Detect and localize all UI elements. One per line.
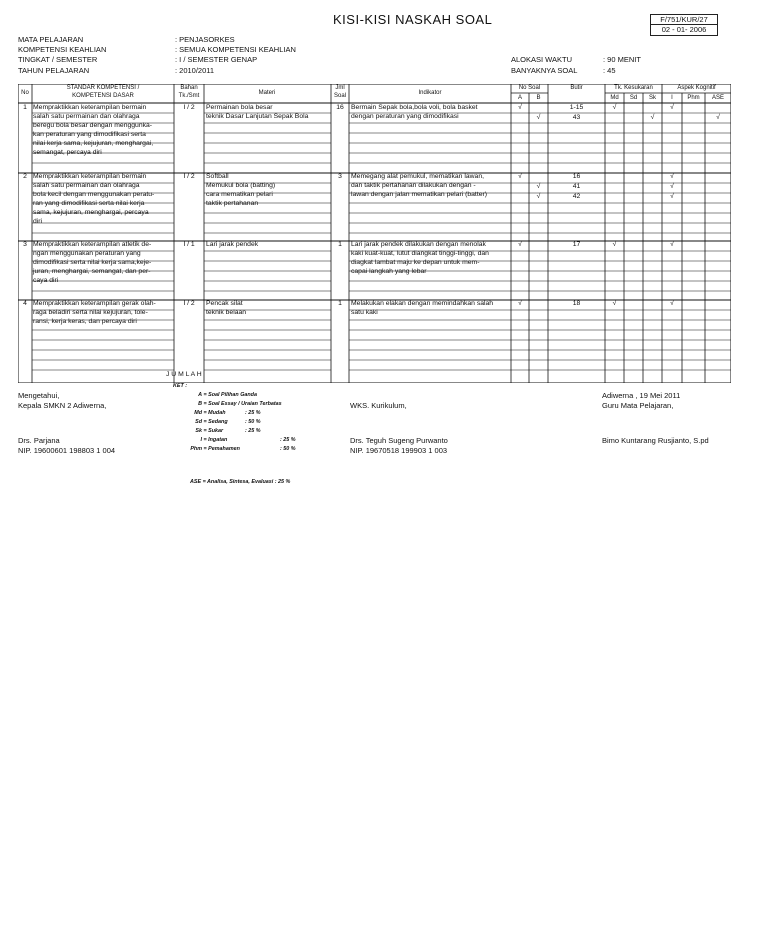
key-code: A: [198, 392, 202, 398]
header-no-soal: No Soal: [518, 85, 541, 91]
cell-md: √: [612, 104, 617, 111]
header-materi: Materi: [258, 90, 276, 96]
meta-value: : 45: [603, 66, 616, 75]
standar-line: diri: [33, 218, 43, 225]
cell-a: √: [518, 104, 522, 111]
header-b: B: [536, 95, 541, 101]
indikator-line: dan taktik pertahanan dilakukan dengan -: [351, 182, 476, 189]
key-code: Phm: [190, 446, 202, 452]
sign-line: Adiwerna , 19 Mei 2011: [602, 391, 681, 400]
key-code: Md: [194, 410, 202, 416]
header-butir: Butir: [570, 85, 583, 91]
meta-label: TINGKAT / SEMESTER: [18, 55, 98, 64]
sign-name: Bimo Kuntarang Rusjianto, S.pd: [602, 436, 709, 445]
section-no: 1: [23, 104, 27, 111]
header-sk: Sk: [648, 95, 656, 101]
key-title: KET :: [173, 383, 188, 389]
form-date: 02 - 01- 2006: [661, 25, 707, 34]
header-a: A: [517, 95, 522, 101]
key-percent: : 25 %: [245, 428, 261, 434]
cell-ase: √: [716, 114, 720, 121]
jumlah-label: J U M L A H: [166, 371, 202, 378]
page-title: KISI-KISI NASKAH SOAL: [333, 12, 493, 27]
header-bahan: Bahan Tk./Smt: [178, 85, 200, 99]
materi-line: Permainan bola besar: [206, 104, 273, 111]
cell-butir: 18: [572, 300, 581, 307]
section-no: 2: [23, 173, 27, 180]
meta-label: TAHUN PELAJARAN: [18, 66, 90, 75]
bahan-value: I / 1: [183, 241, 195, 248]
indikator-line: lawan dengan jalan mematikan pelari (batter): [351, 191, 488, 198]
kisi-kisi-table: [18, 84, 731, 383]
standar-line: Mempraktikkan keterampilan bermain: [33, 173, 147, 180]
key-item: [188, 437, 328, 443]
standar-line: ngan menggunakan peraturan yang: [33, 250, 141, 257]
cell-butir: 43: [572, 114, 581, 121]
header-md: Md: [610, 95, 619, 101]
cell-b: √: [536, 193, 541, 200]
standar-line: nilai kerja sama, kejujuran, menghargai,: [33, 140, 154, 147]
standar-line: Mempraktikkan keterampilan atletik de-: [33, 241, 152, 248]
cell-a: √: [518, 173, 522, 180]
bahan-value: I / 2: [183, 300, 195, 307]
header-ase: ASE: [711, 95, 724, 101]
header-tk-kesukaran: Tk. Kesukaran: [614, 85, 653, 91]
cell-butir: 41: [572, 183, 581, 190]
cell-i: √: [670, 104, 674, 111]
materi-line: Pencak silat: [206, 300, 243, 307]
standar-line: ransi, kerja keras, dan percaya diri: [33, 318, 137, 325]
key-percent: : 50 %: [245, 419, 261, 425]
standar-line: dimodifikasi serta nilai kerja sama,keje-: [33, 259, 152, 266]
cell-md: √: [612, 241, 617, 248]
standar-line: salah satu permainan dan olahraga: [33, 182, 140, 189]
bahan-value: I / 2: [183, 173, 195, 180]
standar-line: caya diri: [33, 277, 59, 284]
standar-line: beregu bola besar dengan menggunka-: [33, 122, 153, 129]
key-item: [188, 428, 328, 434]
cell-butir: 16: [572, 173, 581, 180]
bahan-value: I / 2: [183, 104, 195, 111]
meta-value: : 90 MENIT: [603, 55, 641, 64]
meta-value: : SEMUA KOMPETENSI KEAHLIAN: [175, 45, 296, 54]
key-desc: = Sedang: [203, 419, 228, 425]
indikator-line: Bermain Sepak bola,bola voli, bola basket: [351, 104, 478, 111]
materi-line: Lari jarak pendek: [206, 241, 259, 248]
indikator-line: kaki kuat-kuat, lutut diangkat tinggi-tinggi, dan: [351, 250, 489, 257]
key-item: [188, 410, 328, 416]
meta-label: ALOKASI WAKTU: [511, 55, 572, 64]
materi-line: Memukul bola (batting): [206, 182, 276, 189]
sign-line: Guru Mata Pelajaran,: [602, 401, 674, 410]
cell-i: √: [670, 241, 674, 248]
cell-i: √: [670, 173, 674, 180]
sign-line: WKS. Kurikulum,: [350, 401, 407, 410]
key-desc: = Pemahamen: [203, 446, 240, 452]
cell-a: √: [518, 241, 522, 248]
sign-line: Mengetahui,: [18, 391, 60, 400]
header-jml: Jml Soal: [333, 85, 346, 99]
key-percent: : 25 %: [245, 410, 261, 416]
key-desc: = Ingatan: [203, 437, 228, 443]
indikator-line: diagkat lambat maju ke depan untuk mem-: [351, 259, 480, 266]
key-item: [188, 446, 328, 452]
key-code: I: [200, 437, 202, 443]
cell-i: √: [670, 300, 674, 307]
materi-line: cara mematikan pelari: [206, 191, 273, 198]
form-code: F/751/KUR/27: [651, 15, 717, 25]
indikator-line: satu kaki: [351, 309, 378, 316]
meta-label: MATA PELAJARAN: [18, 35, 84, 44]
standar-line: Mempraktikkan keterampilan bermain: [33, 104, 147, 111]
standar-line: sama, kejujuran, menghargai, percaya: [33, 209, 149, 216]
key-item: [188, 419, 328, 425]
sign-nip: NIP. 19600601 198803 1 004: [18, 446, 116, 455]
key-code: Sd: [195, 419, 202, 425]
key-code: Sk: [195, 428, 202, 434]
standar-line: salah satu permainan dan olahraga: [33, 113, 140, 120]
cell-a: √: [518, 300, 522, 307]
key-desc: = Mudah: [203, 410, 226, 416]
standar-line: kan peraturan yang dimodifikasi serta: [33, 131, 146, 138]
meta-label: BANYAKNYA SOAL: [511, 66, 578, 75]
materi-line: Softball: [206, 173, 229, 180]
indikator-line: capai langkah yang lebar: [351, 268, 427, 275]
cell-b: √: [536, 183, 541, 190]
header-sd: Sd: [629, 95, 638, 101]
sign-name: Drs. Teguh Sugeng Purwanto: [350, 436, 448, 445]
header-i: I: [671, 95, 673, 101]
cell-i: √: [670, 193, 674, 200]
cell-butir: 17: [572, 241, 581, 248]
standar-line: ran yang dimodifikasi serta nilai kerja: [33, 200, 145, 207]
form-code-box: [650, 14, 718, 36]
indikator-line: dengan peraturan yang dimodifikasi: [351, 113, 459, 120]
key-desc: = Soal Essay / Uraian Terbatas: [203, 401, 282, 407]
meta-value: : I / SEMESTER GENAP: [175, 55, 258, 64]
meta-value: : PENJASORKES: [175, 35, 235, 44]
materi-line: teknik belaan: [206, 309, 247, 316]
sign-name: Drs. Parjana: [18, 436, 60, 445]
indikator-line: Lari jarak pendek dilakukan dengan menolak: [351, 241, 486, 248]
meta-value: : 2010/2011: [175, 66, 215, 75]
standar-line: juran, menghargai, semangat, dan per-: [33, 268, 151, 275]
materi-line: teknik Dasar Lanjutan Sepak Bola: [206, 113, 309, 120]
key-ase: ASE = Analisa, Sintesa, Evaluasi : 25 %: [190, 479, 291, 485]
jml-soal: 1: [338, 241, 342, 248]
section-no: 3: [23, 241, 27, 248]
key-percent: : 50 %: [280, 446, 296, 452]
key-code: B: [198, 401, 202, 407]
key-percent: : 25 %: [280, 437, 296, 443]
cell-b: √: [536, 114, 541, 121]
standar-line: semangat, percaya diri: [33, 149, 102, 156]
materi-line: taktik pertahanan: [206, 200, 259, 207]
cell-butir: 42: [572, 193, 581, 200]
key-item: [188, 392, 328, 398]
jml-soal: 16: [336, 104, 344, 111]
jml-soal: 3: [338, 173, 342, 180]
key-item: [188, 401, 328, 407]
key-desc: = Soal Pilihan Ganda: [203, 392, 257, 398]
header-standar: STANDAR KOMPETENSI / KOMPETENSI DASAR: [66, 85, 140, 99]
standar-line: Mempraktikkan keterampilan gerak olah-: [33, 300, 156, 307]
cell-i: √: [670, 183, 674, 190]
header-aspek-kognitif: Aspek Kognitif: [677, 85, 716, 91]
section-no: 4: [23, 300, 27, 307]
indikator-line: Melakukan elakan dengan memindahkan salah: [351, 300, 494, 307]
indikator-line: Memegang alat pemukul, mematikan lawan,: [351, 173, 484, 180]
jml-soal: 1: [338, 300, 342, 307]
header-phm: Phm: [687, 95, 700, 101]
standar-line: bola kecil dengan menggunakan peratu-: [33, 191, 155, 198]
cell-md: √: [612, 300, 617, 307]
cell-butir: 1-15: [569, 104, 584, 111]
sign-line: Kepala SMKN 2 Adiwerna,: [18, 401, 107, 410]
header-indikator: Indikator: [418, 90, 442, 96]
cell-sk: √: [650, 114, 655, 121]
header-no: No: [21, 90, 29, 96]
meta-label: KOMPETENSI KEAHLIAN: [18, 45, 107, 54]
sign-nip: NIP. 19670518 199903 1 003: [350, 446, 448, 455]
standar-line: raga beladiri serta nilai kejujuran, tole-: [33, 309, 148, 316]
key-desc: = Sukar: [203, 428, 224, 434]
